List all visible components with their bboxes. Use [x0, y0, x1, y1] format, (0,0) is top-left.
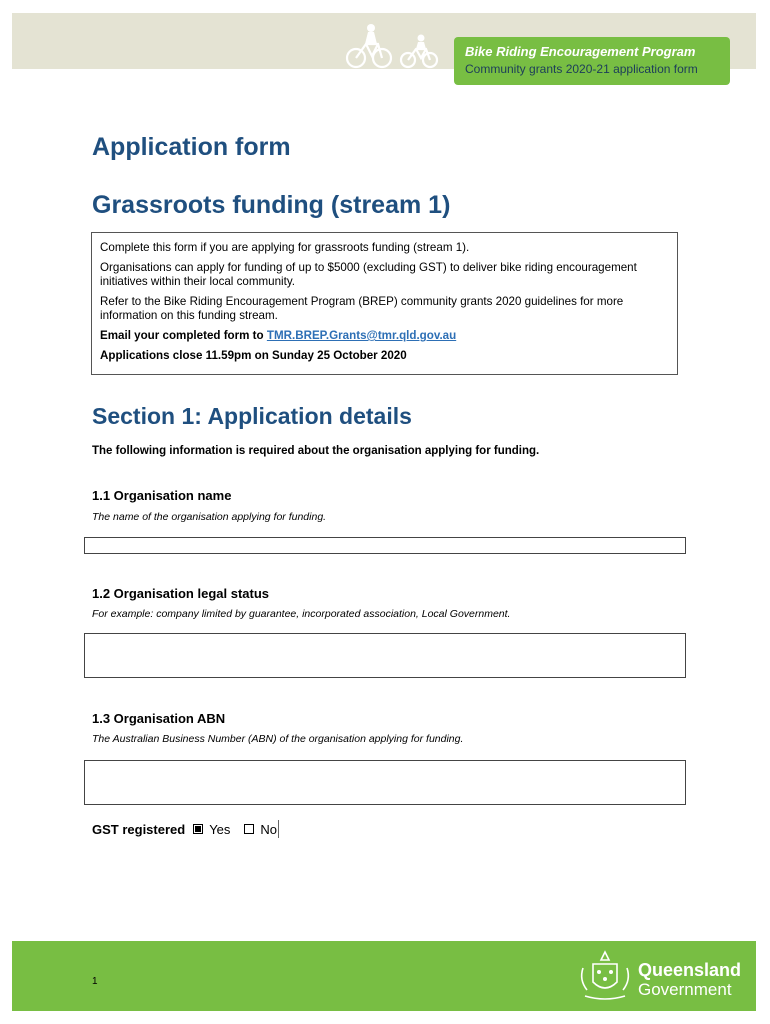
text-cursor [278, 820, 279, 838]
cyclists-icon [344, 20, 444, 70]
gst-no-checkbox[interactable] [244, 824, 254, 834]
q1-2-title: 1.2 Organisation legal status [92, 586, 269, 601]
info-line-1: Complete this form if you are applying for grassroots funding (stream 1). [100, 241, 470, 254]
organisation-name-field[interactable] [84, 537, 686, 554]
section-1-title: Section 1: Application details [92, 403, 412, 429]
section-1-intro: The following information is required about the organisation applying for funding. [92, 445, 540, 457]
info-line-3: Refer to the Bike Riding Encouragement Program (BREP) community grants 2020 guidelines for more information on this funding stream. [100, 295, 624, 322]
info-line-2: Organisations can apply for funding of up to $5000 (excluding GST) to deliver bike riding encouragement initiatives within their local community. [100, 261, 637, 288]
gst-yes-label: Yes [209, 821, 231, 837]
program-badge [454, 37, 730, 85]
program-subtitle: Community grants 2020-21 application form [465, 62, 698, 76]
q1-3-title: 1.3 Organisation ABN [92, 711, 226, 726]
q1-1-hint: The name of the organisation applying for funding. [92, 511, 327, 523]
q1-2-hint: For example: company limited by guarantee, incorporated association, Local Government. [92, 608, 511, 620]
info-email-line [100, 329, 669, 343]
info-box [91, 232, 678, 375]
program-title: Bike Riding Encouragement Program [465, 44, 696, 59]
gst-yes-checkbox[interactable] [193, 824, 203, 834]
gst-registered-row [92, 820, 279, 838]
info-deadline: Applications close 11.59pm on Sunday 25 October 2020 [100, 349, 407, 362]
email-link[interactable]: TMR.BREP.Grants@tmr.qld.gov.au [266, 329, 457, 342]
gst-no-label: No [260, 821, 278, 837]
legal-status-field[interactable] [84, 633, 686, 678]
abn-field[interactable] [84, 760, 686, 805]
form-title: Application form [92, 133, 291, 161]
q1-1-title: 1.1 Organisation name [92, 488, 232, 503]
email-label: Email your completed form to [100, 329, 264, 342]
logo-queensland: Queensland [638, 960, 742, 980]
gst-label: GST registered [92, 821, 186, 837]
q1-3-hint: The Australian Business Number (ABN) of the organisation applying for funding. [92, 733, 464, 745]
queensland-crest-icon [575, 948, 635, 1004]
logo-government: Government [638, 980, 732, 999]
page-number: 1 [92, 976, 98, 987]
form-subtitle: Grassroots funding (stream 1) [92, 191, 451, 219]
